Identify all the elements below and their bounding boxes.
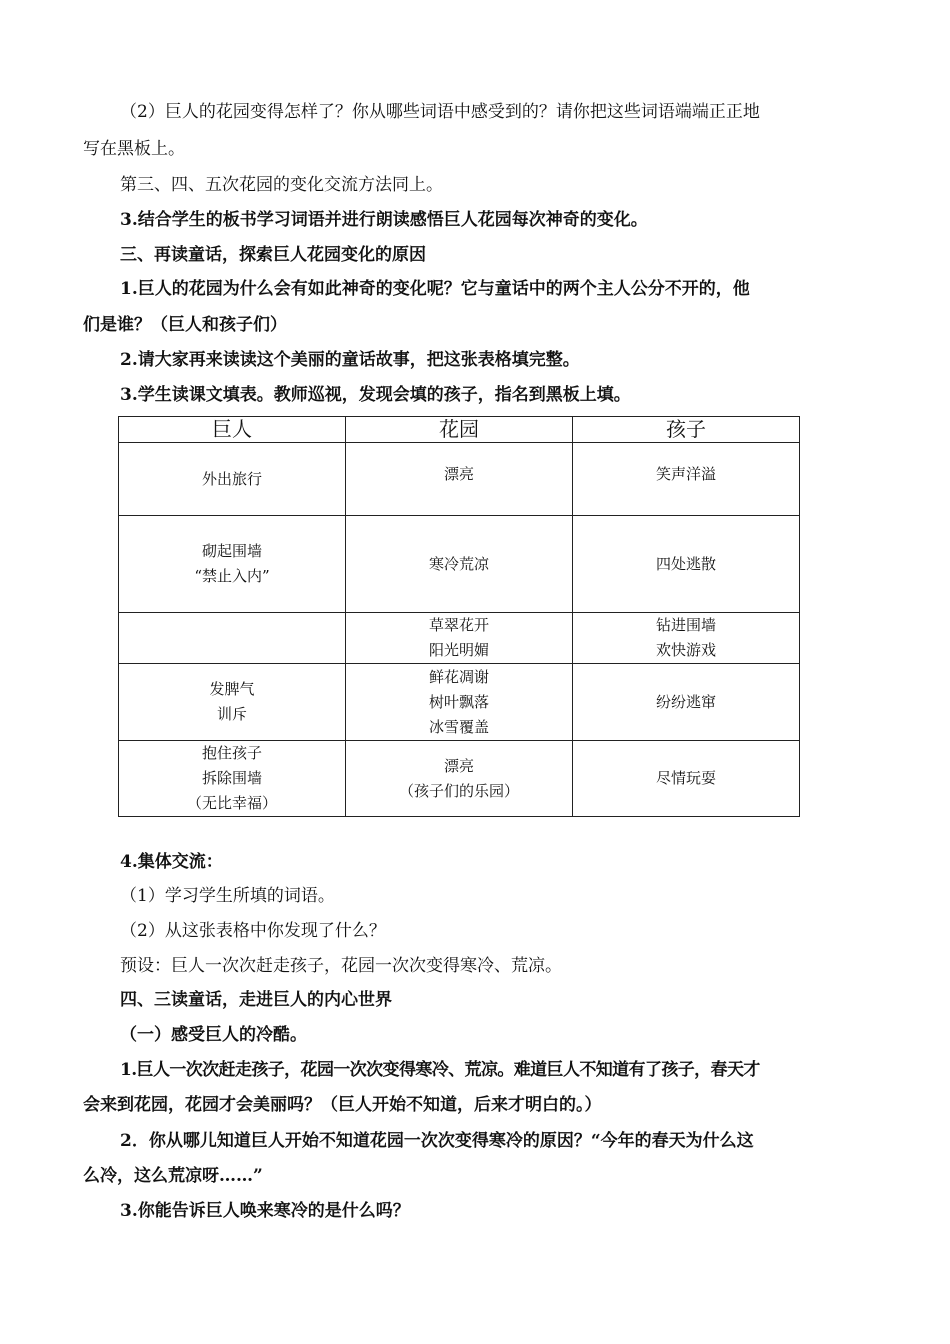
subsection-heading: （一）感受巨人的冷酷。 [120,1025,307,1045]
cell-line: 抱住孩子 [201,744,262,762]
table-cell [346,443,573,516]
paragraph-line: 2．你从哪儿知道巨人开始不知道花园一次次变得寒冷的原因？“今年的春天为什么这 [120,1131,754,1151]
table-cell [119,516,346,613]
paragraph-line: 么冷，这么荒凉呀……” [83,1166,263,1186]
table-cell [346,664,573,741]
table-header-row [119,417,800,443]
cell-line: （孩子们的乐园） [398,781,519,800]
paragraph-line: 1.巨人的花园为什么会有如此神奇的变化呢？它与童话中的两个主人公分不开的，他 [120,279,750,299]
paragraph-line: （2）巨人的花园变得怎样了？你从哪些词语中感受到的？请你把这些词语端端正正地 [120,102,760,122]
table-row [119,741,800,817]
paragraph-line: （1）学习学生所填的词语。 [120,886,335,906]
table-cell [346,516,573,613]
cell-line: “禁止入内” [194,567,270,585]
cell-line: 冰雪覆盖 [428,717,489,736]
table-cell [573,664,800,741]
paragraph-line: 写在黑板上。 [83,139,185,159]
cell-line: 阳光明媚 [428,641,489,659]
paragraph-line: 们是谁？（巨人和孩子们） [83,315,287,335]
table-cell [119,741,346,817]
cell-line: 漂亮 [443,756,474,775]
cell-line: 纷纷逃窜 [655,692,716,711]
cell-line: 四处逃散 [655,554,716,573]
paragraph-line: 2.请大家再来读读这个美丽的童话故事，把这张表格填完整。 [120,350,580,370]
table-cell [573,741,800,817]
cell-line: 树叶飘落 [428,692,489,711]
table-cell [119,664,346,741]
paragraph-line: 3.学生读课文填表。教师巡视，发现会填的孩子，指名到黑板上填。 [120,385,631,405]
table-cell [119,613,346,664]
table-cell [119,443,346,516]
giant-garden-children-table [118,416,800,817]
cell-line: 训斥 [216,705,247,723]
paragraph-line: 会来到花园，花园才会美丽吗？（巨人开始不知道，后来才明白的。） [83,1095,602,1115]
table-cell [346,613,573,664]
paragraph-line: 3.你能告诉巨人唤来寒冷的是什么吗？ [120,1201,410,1221]
paragraph-line: 3.结合学生的板书学习词语并进行朗读感悟巨人花园每次神奇的变化。 [120,210,648,230]
table-row [119,516,800,613]
section-heading: 四、三读童话，走进巨人的内心世界 [120,990,392,1010]
cell-line: 拆除围墙 [201,769,262,787]
cell-line: 砌起围墙 [201,542,262,560]
paragraph-line: 1.巨人一次次赶走孩子，花园一次次变得寒冷、荒凉。难道巨人不知道有了孩子，春天才 [120,1060,760,1080]
cell-line: 草翠花开 [428,616,489,634]
header-giant: 巨人 [119,417,346,443]
cell-line: 钻进围墙 [655,616,716,634]
table-cell [346,741,573,817]
header-children: 孩子 [573,417,800,443]
table-row [119,613,800,664]
cell-line: 鲜花凋谢 [428,667,489,686]
table-cell [573,443,800,516]
table-cell [573,613,800,664]
cell-line: 发脾气 [209,680,255,698]
cell-line: 笑声洋溢 [655,465,716,483]
header-garden: 花园 [346,417,573,443]
cell-line: 外出旅行 [201,469,262,488]
table-row [119,664,800,741]
cell-line: 漂亮 [443,465,474,483]
paragraph-line: 预设：巨人一次次赶走孩子，花园一次次变得寒冷、荒凉。 [120,956,562,976]
paragraph-line: 第三、四、五次花园的变化交流方法同上。 [120,175,443,195]
table-row [119,443,800,516]
table-cell [573,516,800,613]
cell-line: 寒冷荒凉 [428,554,489,573]
cell-line: （无比幸福） [186,794,277,812]
section-heading: 三、再读童话，探索巨人花园变化的原因 [120,245,426,265]
cell-line: 尽情玩耍 [655,769,716,787]
cell-line: 欢快游戏 [655,641,716,659]
paragraph-line: 4.集体交流： [120,852,223,872]
paragraph-line: （2）从这张表格中你发现了什么？ [120,921,386,941]
